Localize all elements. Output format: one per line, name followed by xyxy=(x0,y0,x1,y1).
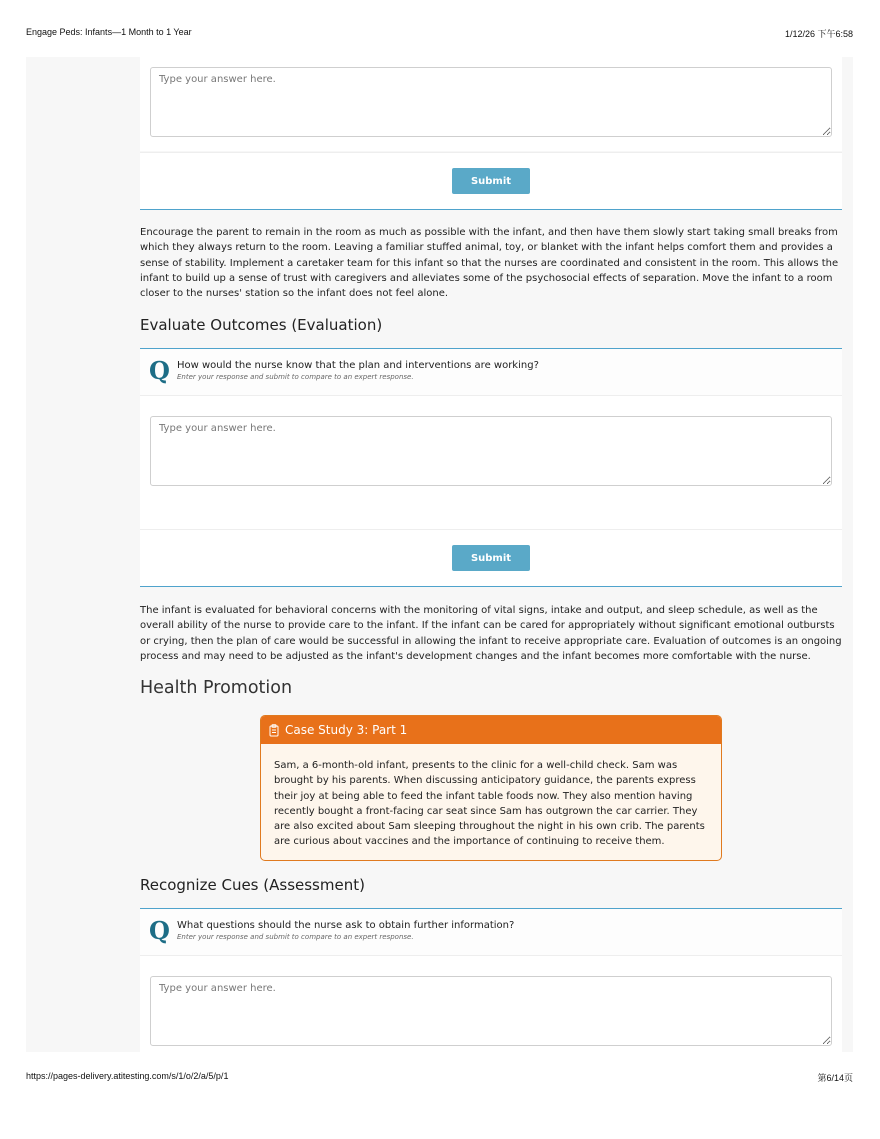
interventions-answer-input[interactable] xyxy=(150,67,832,137)
submit-button[interactable]: Submit xyxy=(452,168,530,194)
question-instruction: Enter your response and submit to compare to an expert response. xyxy=(177,373,414,381)
case-study-text: Sam, a 6-month-old infant, presents to the clinic for a well-child check. Sam was brought by his parents. When discussing anticipatory guidance, the parents express their joy at being able to feed the infant table foods now. They also mention having recently bought a front-facing car seat since Sam has outgrown the car carrier. They are also excited about Sam sleeping throughout the night in his own crib. The parents are curious about vaccines and the importance of continuing to receive them. xyxy=(274,760,705,848)
question-instruction: Enter your response and submit to compare to an expert response. xyxy=(177,933,414,941)
question-header xyxy=(140,348,842,396)
recognize-answer-input[interactable] xyxy=(150,976,832,1046)
evaluate-submit-row xyxy=(140,529,842,587)
page-content xyxy=(26,57,853,1052)
recognize-question-card xyxy=(140,908,842,1052)
clipboard-icon xyxy=(269,724,279,737)
recognize-heading: Recognize Cues (Assessment) xyxy=(140,876,365,894)
interventions-submit-row xyxy=(140,152,842,210)
interventions-answer-card xyxy=(140,57,842,151)
question-text: How would the nurse know that the plan and interventions are working? xyxy=(177,360,539,371)
print-url: https://pages-delivery.atitesting.com/s/1/o/2/a/5/p/1 xyxy=(26,1071,229,1081)
q-logo-icon: Q xyxy=(149,356,170,385)
print-datetime: 1/12/26 下午6:58 xyxy=(784,29,853,39)
evaluate-question-card xyxy=(140,348,842,529)
submit-button[interactable]: Submit xyxy=(452,545,530,571)
evaluate-expert-response: The infant is evaluated for behavioral concerns with the monitoring of vital signs, intake and output, and sleep schedule, as well as the overall ability of the nurse to provide care to the infant. If the infant can be cared for appropriately without significant emotional outbursts or crying, then the plan of care would be successful in allowing the infant to receive appropriate care. Evaluation of outcomes is an ongoing process and may need to be adjusted as the infant's development changes and the infant becomes more comfortable with the nurse. xyxy=(140,605,842,662)
evaluate-heading: Evaluate Outcomes (Evaluation) xyxy=(140,316,383,334)
question-text: What questions should the nurse ask to obtain further information? xyxy=(177,920,515,931)
print-footer xyxy=(26,1071,853,1084)
print-page-number: 第6/14页 xyxy=(817,1073,853,1083)
interventions-expert-response: Encourage the parent to remain in the room as much as possible with the infant, and then have them slowly start taking small breaks from which they always return to the room. Leaving a familiar stuffed animal, toy, or blanket with the infant helps comfort them and provides a sense of stability. Implement a caretaker team for this infant so that the nurses are coordinated and consistent in the room. This allows the infant to build up a sense of trust with caregivers and alleviates some of the psychosocial effects of separation. Move the infant to a room closer to the nurses' station so the infant does not feel alone. xyxy=(140,227,839,300)
case-study-title: Case Study 3: Part 1 xyxy=(285,723,408,737)
health-promotion-heading: Health Promotion xyxy=(140,678,293,698)
evaluate-answer-input[interactable] xyxy=(150,416,832,486)
case-study-header xyxy=(261,716,721,744)
case-study-box xyxy=(260,715,722,861)
print-title: Engage Peds: Infants—1 Month to 1 Year xyxy=(26,27,192,37)
print-header xyxy=(26,27,853,40)
question-header xyxy=(140,908,842,956)
q-logo-icon: Q xyxy=(149,916,170,945)
